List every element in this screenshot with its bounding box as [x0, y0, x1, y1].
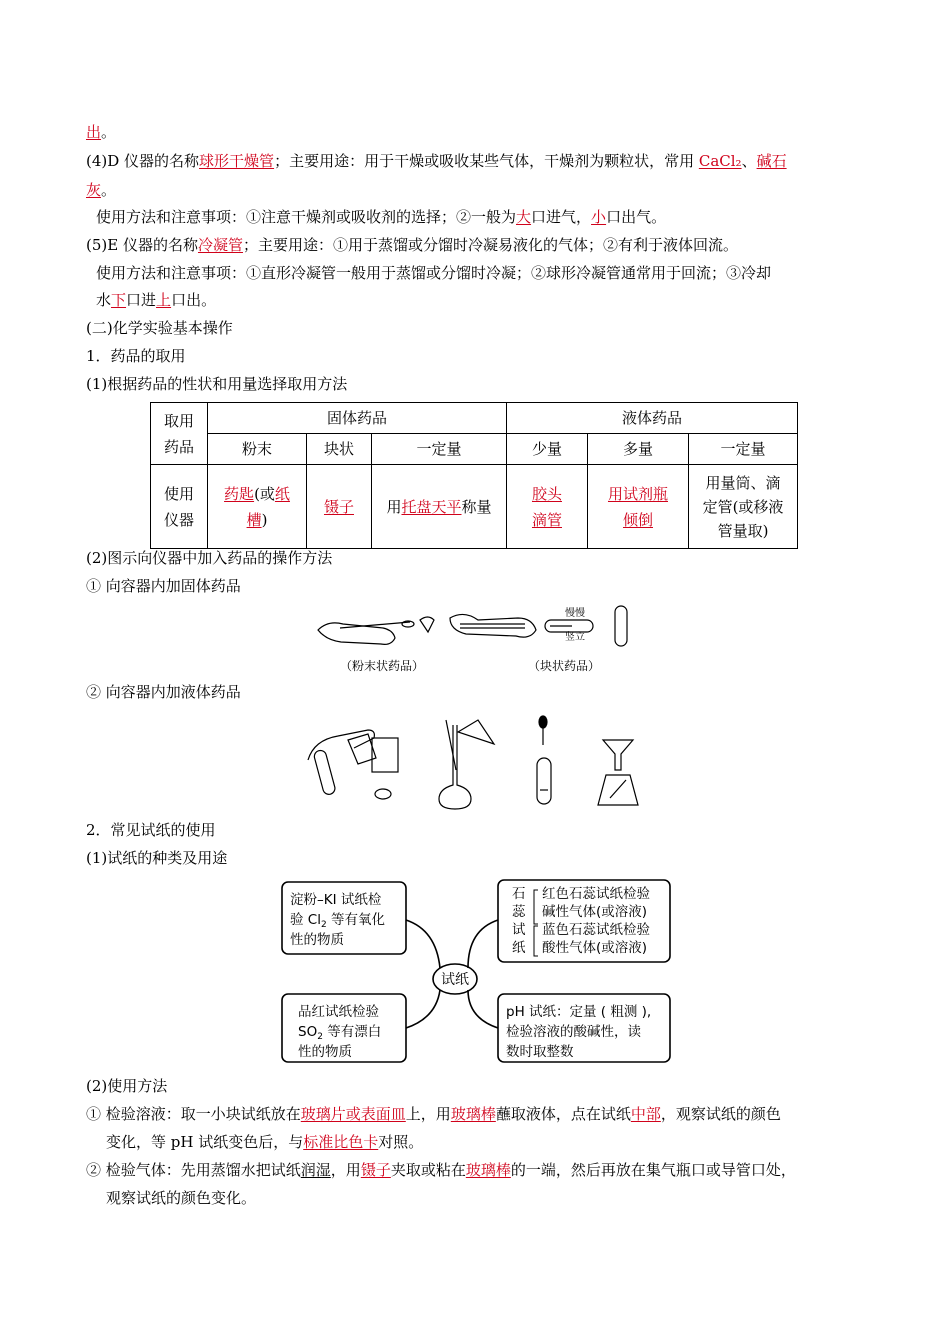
magenta-line1: 品红试纸检验 [298, 1004, 379, 1020]
sub-heading-4: (2)使用方法 [86, 1077, 168, 1095]
answer-middle: 中部 [630, 1105, 661, 1123]
test-paper-mindmap [278, 876, 678, 1066]
line-e-instrument [86, 235, 738, 255]
subscript: 2 [320, 920, 327, 930]
litmus-line4: 酸性气体(或溶液) [542, 940, 648, 956]
text: 水 [96, 291, 112, 309]
answer-tweezers: 镊子 [360, 1161, 391, 1179]
sub-heading: (1)根据药品的性状和用量选择取用方法 [86, 375, 348, 393]
litmus-v3: 试 [512, 922, 526, 938]
col-powder: 粉末 [208, 434, 307, 465]
litmus-line2: 碱性气体(或溶液) [542, 904, 648, 920]
drug-table [150, 402, 798, 549]
line-e-usage [96, 263, 771, 283]
method-gas: ② 检验气体：先用蒸馏水把试纸润湿，用镊子夹取或粘在玻璃棒的一端，然后再放在集气瓶口或导管口处， [86, 1161, 796, 1179]
answer-drying-tube: 球形干燥管 [199, 152, 275, 170]
subsection-heading: 1．药品的取用 [86, 347, 186, 365]
starch-line3: 性的物质 [290, 932, 344, 948]
method-solution-cont: 变化，等 pH 试纸变色后，与标准比色卡对照。 [106, 1133, 424, 1151]
answer-cacl2: CaCl₂ [698, 152, 742, 170]
litmus-v1: 石 [512, 886, 526, 902]
header-solid: 固体药品 [208, 403, 507, 434]
svg-text:SO2 等有漂白 [298, 1024, 381, 1042]
sub-heading-3: (1)试纸的种类及用途 [86, 849, 228, 867]
caption-powder: （粉末状药品） [340, 659, 425, 673]
text: (5)E 仪器的名称 [86, 236, 198, 254]
cell-little: 胶头 滴管 [507, 465, 588, 549]
answer-out: 出 [86, 123, 102, 141]
answer-condenser: 冷凝管 [197, 236, 243, 254]
line-d-usage [96, 207, 666, 227]
text: 使用方法和注意事项：①注意干燥剂或吸收剂的选择；②一般为 [96, 208, 517, 226]
line-continuation [86, 122, 116, 142]
subsection-heading-2: 2．常见试纸的使用 [86, 821, 216, 839]
cell-amount: 用托盘天平称量 [372, 465, 507, 549]
starch-line1: 淀粉–KI 试纸检 [290, 892, 382, 908]
text: 口出。 [171, 291, 217, 309]
center-label: 试纸 [441, 972, 469, 988]
svg-text:验 Cl2 等有氧化 [290, 912, 385, 930]
litmus-v4: 纸 [512, 940, 526, 956]
line-e-cont [96, 290, 216, 310]
answer-big: 大 [516, 208, 532, 226]
starch-line2b: 等有氧化 [326, 912, 385, 928]
col-little: 少量 [507, 434, 588, 465]
answer-glass: 玻璃片或表面皿 [300, 1105, 406, 1123]
fig-label-slow: 慢慢 [565, 608, 585, 619]
answer-small: 小 [591, 208, 607, 226]
answer-up: 上 [156, 291, 172, 309]
cell-powder: 药匙(或纸 槽) [208, 465, 307, 549]
text: 。 [101, 123, 117, 141]
item-liquid: ② 向容器内加液体药品 [86, 683, 241, 701]
line-d-cont [86, 180, 116, 200]
ph-line2: 检验溶液的酸碱性，读 [506, 1024, 641, 1040]
answer-glass-rod: 玻璃棒 [450, 1105, 496, 1123]
magenta-line2b: 等有漂白 [322, 1024, 382, 1040]
header-cell: 取用 药品 [151, 403, 208, 465]
text: 口进气， [531, 208, 592, 226]
litmus-v2: 蕊 [512, 904, 526, 920]
litmus-line3: 蓝色石蕊试纸检验 [542, 922, 650, 938]
subscript: 2 [317, 1032, 323, 1042]
method-solution: ① 检验溶液：取一小块试纸放在玻璃片或表面皿上，用玻璃棒蘸取液体，点在试纸中部，观察试纸的颜色 [86, 1105, 781, 1123]
cell-much: 用试剂瓶 倾倒 [588, 465, 689, 549]
starch-line2: 验 Cl [290, 912, 321, 928]
sub-heading-2: (2)图示向仪器中加入药品的操作方法 [86, 549, 333, 567]
row-header: 使用 仪器 [151, 465, 208, 549]
fig-label-upright: 竖立 [565, 632, 585, 643]
cell-amount2: 用量筒、滴 定管(或移液 管量取) [689, 465, 798, 549]
answer-color-card: 标准比色卡 [303, 1133, 379, 1151]
text: 。 [101, 181, 117, 199]
col-much: 多量 [588, 434, 689, 465]
item-solid: ① 向容器内加固体药品 [86, 577, 241, 595]
magenta-line3: 性的物质 [298, 1044, 352, 1060]
ph-line3: 数时取整数 [506, 1044, 574, 1060]
magenta-line2: SO [298, 1024, 318, 1040]
litmus-line1: 红色石蕊试纸检验 [542, 886, 650, 902]
text: 使用方法和注意事项：①直形冷凝管一般用于蒸馏或分馏时冷凝；②球形冷凝管通常用于回流；③冷却 [96, 264, 772, 282]
answer-soda-lime-b: 灰 [86, 181, 102, 199]
answer-glass-rod-2: 玻璃棒 [465, 1161, 511, 1179]
header-liquid: 液体药品 [507, 403, 798, 434]
col-amount: 一定量 [372, 434, 507, 465]
section-heading: (二)化学实验基本操作 [86, 319, 233, 337]
col-block: 块状 [307, 434, 372, 465]
text: (4)D 仪器的名称 [86, 152, 200, 170]
text: ；主要用途：①用于蒸馏或分馏时冷凝易液化的气体；②有利于液体回流。 [242, 236, 738, 254]
wet-underlined: 润湿 [300, 1161, 331, 1179]
text: 口出气。 [606, 208, 667, 226]
answer-soda-lime-a: 碱石 [756, 152, 787, 170]
liquid-drug-figure [298, 710, 658, 810]
text: 口进 [126, 291, 157, 309]
cell-block: 镊子 [307, 465, 372, 549]
text: ；主要用途：用于干燥或吸收某些气体，干燥剂为颗粒状，常用 [274, 152, 699, 170]
caption-block: （块状药品） [528, 659, 601, 673]
line-d-instrument [86, 151, 787, 171]
text: 、 [741, 152, 757, 170]
col-amount2: 一定量 [689, 434, 798, 465]
solid-drug-figure [310, 600, 650, 680]
method-gas-cont: 观察试纸的颜色变化。 [106, 1189, 257, 1207]
ph-line1: pH 试纸：定量 ( 粗测 ), [506, 1004, 652, 1020]
answer-down: 下 [111, 291, 127, 309]
